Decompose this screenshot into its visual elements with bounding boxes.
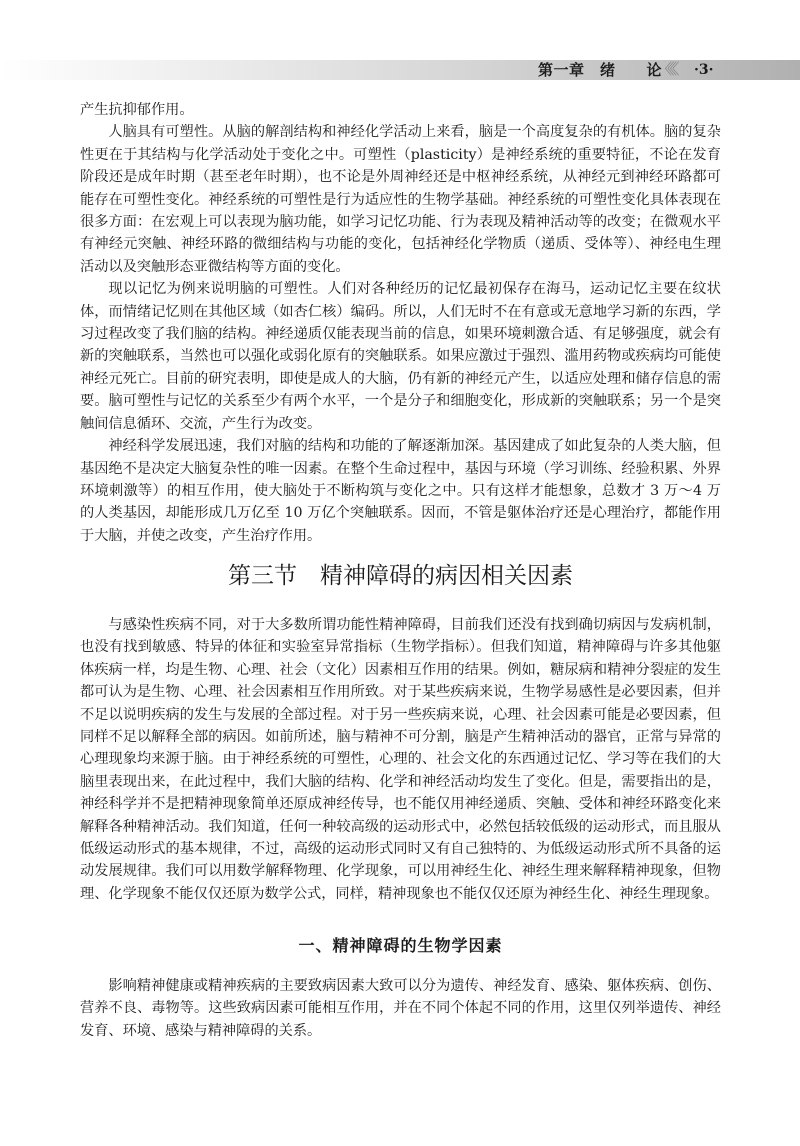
section-title: 第三节 精神障碍的病因相关因素 [228,563,573,589]
paragraph-biological-factors: 影响精神健康或精神疾病的主要致病因素大致可以分为遗传、神经发育、感染、躯体疾病、创伤、营养不良、毒物等。这些致病因素可能相互作用，并在不同个体起不同的作用，这里仅列举遗传、神经发育、环境、感染与精神障碍的关系。 [80,978,721,1039]
subsection-heading: 一、精神障碍的生物学因素 [298,936,503,955]
body-text-top [80,99,721,547]
paragraph-neuroscience: 神经科学发展迅速，我们对脑的结构和功能的了解逐渐加深。基因建成了如此复杂的人类大脑，但基因绝不是决定大脑复杂性的唯一因素。在整个生命过程中，基因与环境（学习训练、经验积累、外界环境刺激等）的相互作用，使大脑处于不断构筑与变化之中。只有这样才能想象，总数才 3 万～4 万的人类基因，却能形成几万亿至 10 万亿个突触联系。因而，不管是躯体治疗还是心理治疗，都能作用于大脑，并使之改变，产生治疗作用。 [80,438,721,544]
paragraph-continuation: 产生抗抑郁作用。 [80,102,194,118]
body-text-section [80,614,721,905]
paragraph-plasticity: 人脑具有可塑性。从脑的解剖结构和神经化学活动上来看，脑是一个高度复杂的有机体。脑的复杂性更在于其结构与化学活动处于变化之中。可塑性（plasticity）是神经系统的重要特征，不论在发育阶段还是成年时期（甚至老年时期），也不论是外周神经还是中枢神经系统，从神经元到神经环路都可能存在可塑性变化。神经系统的可塑性是行为适应性的生物学基础。神经系统的可塑性变化具体表现在很多方面：在宏观上可以表现为脑功能，如学习记忆功能、行为表现及精神活动等的改变；在微观水平有神经元突触、神经环路的微细结构与功能的变化，包括神经化学物质（递质、受体等）、神经电生理活动以及突触形态亚微结构等方面的变化。 [80,124,721,275]
running-header [0,60,800,80]
chevron-decoration-icon: 〈〈〈〈 [657,60,675,78]
body-text-biology [80,975,721,1042]
chapter-title: 第一章 绪 论 [538,61,663,79]
page-number: ·3· [694,62,714,78]
paragraph-memory: 现以记忆为例来说明脑的可塑性。人们对各种经历的记忆最初保存在海马，运动记忆主要在纹状体，而情绪记忆则在其他区域（如杏仁核）编码。所以，人们无时不在有意或无意地学习新的东西，学习过程改变了我们脑的结构。神经递质仅能表现当前的信息，如果环境刺激合适、有足够强度，就会有新的突触联系，当然也可以强化或弱化原有的突触联系。如果应激过于强烈、滥用药物或疾病均可能使神经元死亡。目前的研究表明，即使是成人的大脑，仍有新的神经元产生，以适应处理和储存信息的需要。脑可塑性与记忆的关系至少有两个水平，一个是分子和细胞变化，形成新的突触联系；另一个是突触间信息循环、交流，产生行为改变。 [80,281,721,432]
paragraph-etiology: 与感染性疾病不同，对于大多数所谓功能性精神障碍，目前我们还没有找到确切病因与发病机制，也没有找到敏感、特异的体征和实验室异常指标（生物学指标）。但我们知道，精神障碍与许多其他躯体疾病一样，均是生物、心理、社会（文化）因素相互作用的结果。例如，糖尿病和精神分裂症的发生都可认为是生物、心理、社会因素相互作用所致。对于某些疾病来说，生物学易感性是必要因素，但并不足以说明疾病的发生与发展的全部过程。对于另一些疾病来说，心理、社会因素可能是必要因素，但同样不足以解释全部的病因。如前所述，脑与精神不可分割，脑是产生精神活动的器官，正常与异常的心理现象均来源于脑。由于神经系统的可塑性，心理的、社会文化的东西通过记忆、学习等在我们的大脑里表现出来，在此过程中，我们大脑的结构、化学和神经活动均发生了变化。但是，需要指出的是，神经科学并不是把精神现象简单还原成神经传导，也不能仅用神经递质、突触、受体和神经环路变化来解释各种精神活动。我们知道，任何一种较高级的运动形式中，必然包括较低级的运动形式，而且服从低级运动形式的基本规律，不过，高级的运动形式同时又有自己独特的、为低级运动形式所不具备的运动发展规律。我们可以用数学解释物理、化学现象，可以用神经生化、神经生理来解释精神现象，但物理、化学现象不能仅仅还原为数学公式，同样，精神现象也不能仅仅还原为神经生化、神经生理现象。 [80,617,721,902]
